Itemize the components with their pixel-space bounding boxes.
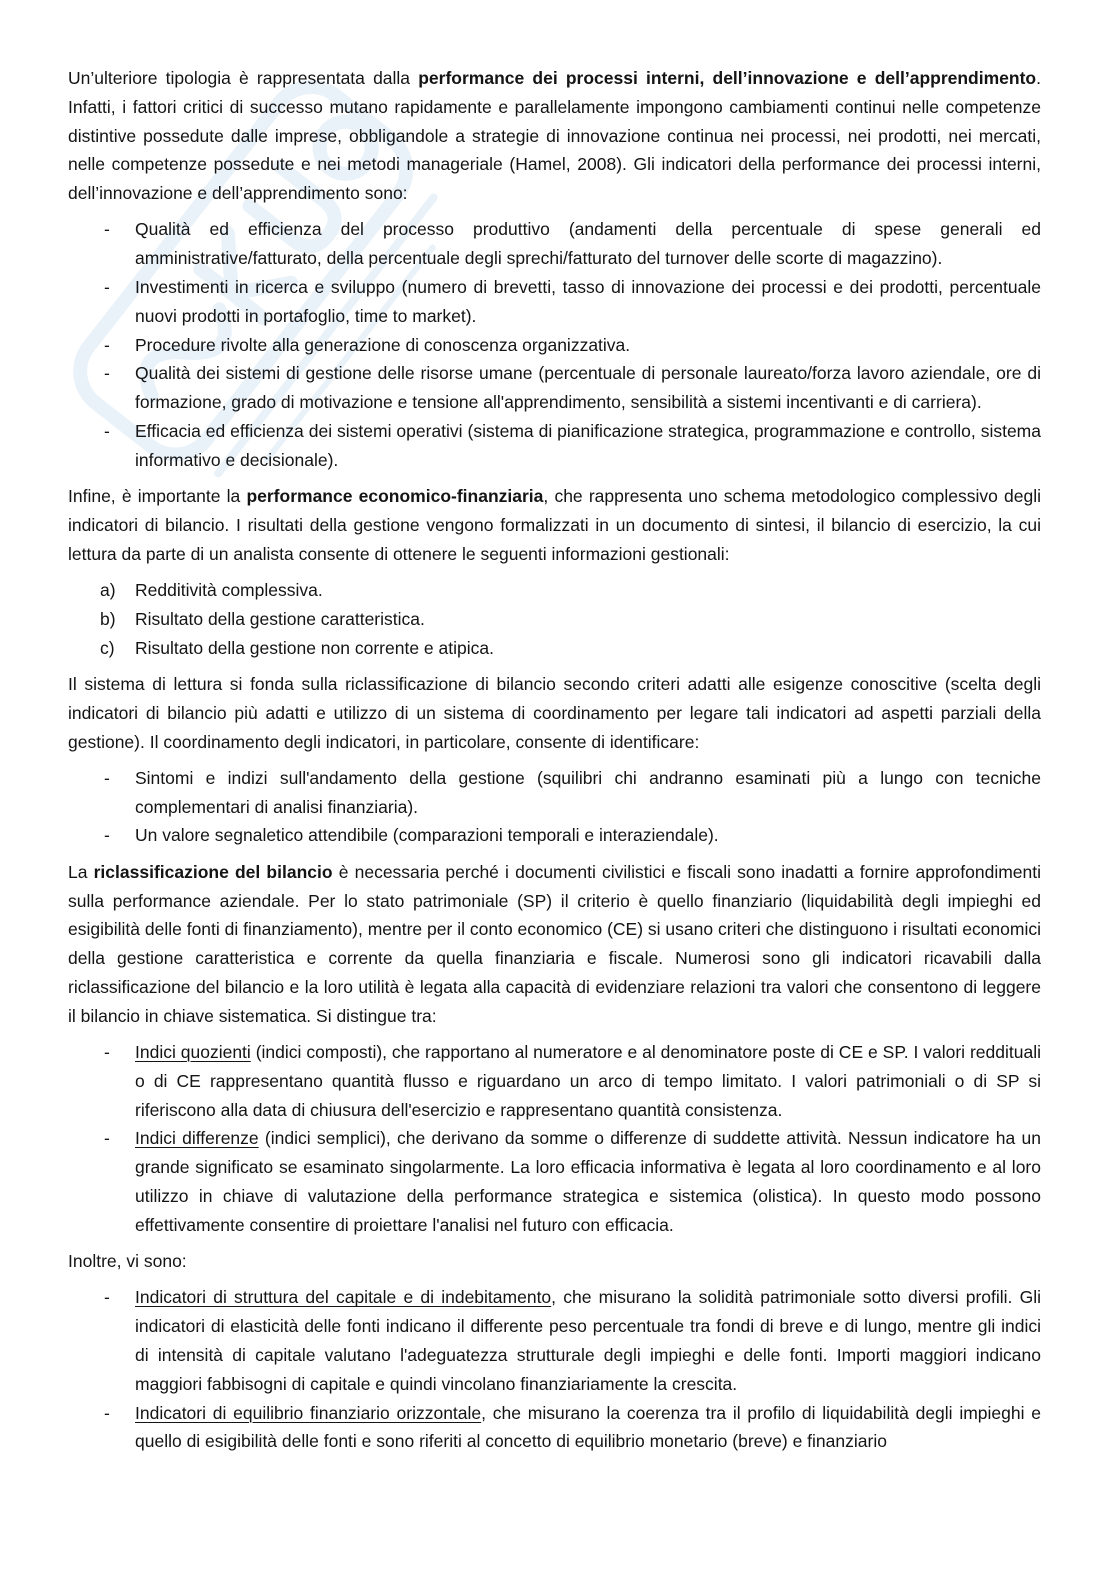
dash-marker: - (104, 363, 110, 384)
list-item-text: (indici composti), che rapportano al numeratore e al denominatore poste di CE e SP. I valori reddituali o di CE rappresentano quantità flusso e riguardano un arco di tempo limitato. I valori patrimoniali o di SP si riferiscono alla data di chiusura dell'esercizio e rappresentano quantità consistenza. (135, 1042, 1041, 1120)
list-item-text: Efficacia ed efficienza dei sistemi operativi (sistema di pianificazione strategica, programmazione e controllo, sistema informativo e decisionale). (135, 421, 1041, 470)
informazioni-gestionali-list (68, 576, 1041, 662)
underlined-term: Indici differenze (135, 1128, 259, 1149)
list-item (68, 1399, 1041, 1457)
dash-marker: - (104, 1128, 110, 1149)
list-item (68, 634, 1041, 663)
dash-marker: - (104, 277, 110, 298)
bold-term: riclassificazione del bilancio (93, 861, 333, 882)
dash-marker: - (104, 219, 110, 240)
letter-marker: a) (100, 580, 116, 601)
list-item-text: Sintomi e indizi sull'andamento della gestione (squilibri chi andranno esaminati più a lungo con tecniche complementari di analisi finanziaria). (135, 767, 1041, 817)
paragraph-text: Infine, è importante la (68, 486, 247, 507)
list-item-text: Risultato della gestione non corrente e atipica. (135, 637, 494, 658)
list-item-text: Qualità dei sistemi di gestione delle risorse umane (percentuale di personale laureato/forza lavoro aziendale, ore di formazione, grado di motivazione e tensione all'apprendimento, sensibilità a sistemi incentivanti e di carriera). (135, 363, 1041, 413)
list-item (68, 821, 1041, 850)
list-item (68, 331, 1041, 360)
paragraph-text: , che rappresenta uno schema metodologico complessivo degli indicatori di bilancio. I risultati della gestione vengono formalizzati in un documento di sintesi, il bilancio di esercizio, la cui lettura da parte di un analista consente di ottenere le seguenti informazioni gestionali: (68, 486, 1041, 564)
paragraph-text: Un’ulteriore tipologia è rappresentata dalla (68, 68, 419, 88)
list-item-text: , che misurano la solidità patrimoniale sotto diversi profili. Gli indicatori di elasticità delle fonti indicano il differente peso percentuale tra fondi di breve e di lungo, mentre gli indici di intensità di capitale valutano l'adeguatezza strutturale degli impieghi e delle fonti. Importi maggiori indicano maggiori fabbisogni di capitale e quindi vincolano finanziariamente la crescita. (135, 1287, 1041, 1394)
list-item (68, 1283, 1041, 1398)
list-item-text: Un valore segnaletico attendibile (comparazioni temporali e interaziendale). (135, 825, 719, 846)
list-item-text: Qualità ed efficienza del processo produttivo (andamenti della percentuale di spese generali ed amministrative/fatturato, della percentuale degli sprechi/fatturato del turnover delle scorte di magazzino). (135, 219, 1041, 269)
list-item (68, 605, 1041, 634)
paragraph-performance-economico-finanziaria (68, 482, 1041, 568)
list-item-text: Redditività complessiva. (135, 580, 323, 601)
underlined-term: Indicatori di equilibrio finanziario orizzontale (135, 1402, 482, 1423)
list-item (68, 1124, 1041, 1239)
list-item (68, 359, 1041, 417)
paragraph-riclassificazione-bilancio (68, 858, 1041, 1031)
paragraph-sistema-di-lettura: Il sistema di lettura si fonda sulla riclassificazione di bilancio secondo criteri adatti alle esigenze conoscitive (scelta degli indicatori di bilancio più adatti e utilizzo di un sistema di coordinamento per legare tali indicatori ad aspetti parziali della gestione). Il coordinamento degli indicatori, in particolare, consente di identificare: (68, 673, 1041, 752)
bold-term: performance economico-finanziaria (246, 486, 544, 507)
paragraph-processi-interni (68, 64, 1041, 208)
dash-marker: - (104, 825, 110, 846)
list-item-text: Investimenti in ricerca e sviluppo (numero di brevetti, tasso di innovazione dei processi e dei prodotti, percentuale nuovi prodotti in portafoglio, time to market). (135, 277, 1041, 326)
dash-marker: - (104, 1402, 110, 1423)
list-item (68, 764, 1041, 822)
list-item (68, 1038, 1041, 1124)
paragraph-text: è necessaria perché i documenti civilistici e fiscali sono inadatti a fornire approfondimenti sulla performance aziendale. Per lo stato patrimoniale (SP) il criterio è quello finanziario (liquidabilità degli impieghi ed esigibilità delle fonti di finanziamento), mentre per il conto economico (CE) si usano criteri che distinguono i risultati economici della gestione caratteristica e corrente da quella finanziaria e fiscale. Numerosi sono gli indicatori ricavabili dalla riclassificazione del bilancio e la loro utilità è legata alla capacità di evidenziare relazioni tra valori che consentono di leggere il bilancio in chiave sistematica. Si distingue tra: (68, 861, 1041, 1026)
letter-marker: c) (100, 637, 115, 658)
document-body (68, 64, 1041, 1464)
list-item (68, 417, 1041, 475)
dash-marker: - (104, 1042, 110, 1062)
tipologie-indici-list (68, 1038, 1041, 1240)
dash-marker: - (104, 767, 110, 788)
dash-marker: - (104, 334, 110, 355)
paragraph-text: . Infatti, i fattori critici di successo mutano rapidamente e parallelamente impongono cambiamenti continui nelle competenze distintive possedute dalle imprese, obbligandole a strategie di innovazione continua nei processi, nei prodotti, nei mercati, nelle competenze possedute e nei metodi manageriale (Hamel, 2008). Gli indicatori della performance dei processi interni, dell’innovazione e dell’apprendimento sono: (68, 68, 1041, 204)
list-item-text: Risultato della gestione caratteristica. (135, 608, 425, 629)
list-item-text: , che misurano la coerenza tra il profilo di liquidabilità degli impieghi e quello di esigibilità delle fonti e sono riferiti al concetto di equilibrio monetario (breve) e finanziario (135, 1402, 1041, 1452)
list-item-text: (indici semplici), che derivano da somme o differenze di suddette attività. Nessun indicatore ha un grande significato se esaminato singolarmente. La loro efficacia informativa è legata al loro coordinamento e al loro utilizzo in chiave di valutazione della performance strategica e sistemica (olistica). In questo modo possono effettivamente consentire di proiettare l'analisi nel futuro con efficacia. (135, 1128, 1041, 1235)
underlined-term: Indicatori di struttura del capitale e di indebitamento (135, 1287, 552, 1308)
list-item (68, 576, 1041, 605)
list-item (68, 273, 1041, 331)
paragraph-text: La (68, 861, 94, 882)
underlined-term: Indici quozienti (135, 1042, 251, 1062)
indicatori-processi-list (68, 215, 1041, 474)
indicatori-struttura-list (68, 1283, 1041, 1456)
list-item-text: Procedure rivolte alla generazione di conoscenza organizzativa. (135, 334, 631, 355)
paragraph-inoltre: Inoltre, vi sono: (68, 1251, 187, 1272)
bold-term: performance dei processi interni, dell’innovazione e dell’apprendimento (418, 68, 1037, 88)
dash-marker: - (104, 1287, 110, 1308)
list-item (68, 215, 1041, 273)
letter-marker: b) (100, 608, 116, 629)
coordinamento-indicatori-list (68, 764, 1041, 850)
dash-marker: - (104, 421, 110, 442)
